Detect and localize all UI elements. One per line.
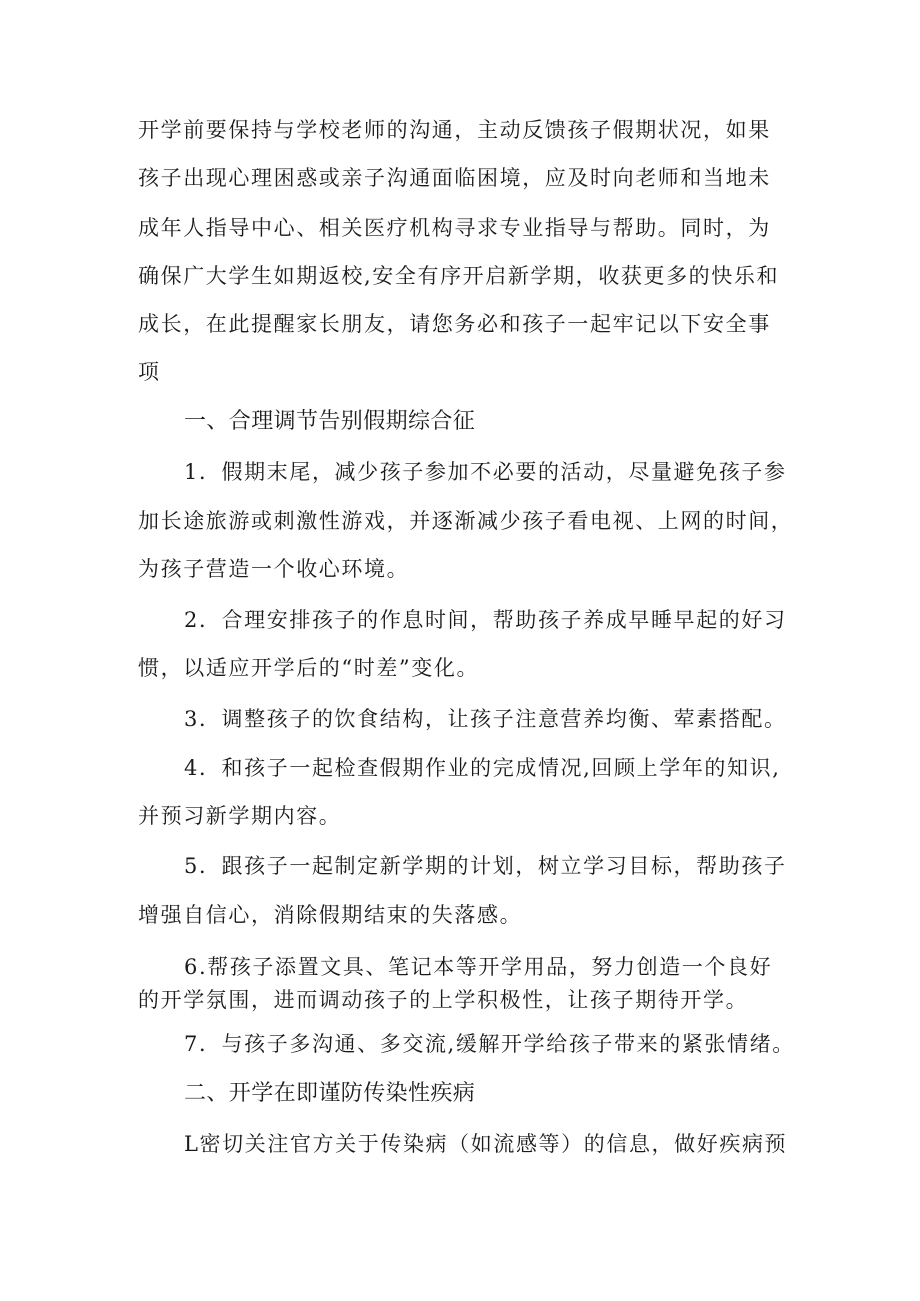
section1-item4-line-2: 并预习新学期内容。 — [138, 804, 342, 828]
section1-item5-line-1: 5．跟孩子一起制定新学期的计划，树立学习目标，帮助孩子 — [184, 854, 787, 878]
intro-line-4: 确保广大学生如期返校,安全有序开启新学期，收获更多的快乐和 — [138, 264, 780, 288]
section1-item1-line-2: 加长途旅游或刺激性游戏，并逐渐减少孩子看电视、上网的时间， — [138, 509, 794, 533]
section1-item7-line-1: 7．与孩子多沟通、多交流,缓解开学给孩子带来的紧张情绪。 — [184, 1032, 795, 1056]
section1-item5-line-2: 增强自信心，消除假期结束的失落感。 — [138, 903, 523, 927]
section1-heading: 一、合理调节告别假期综合征 — [184, 409, 476, 434]
section1-item4-line-1: 4．和孩子一起检查假期作业的完成情况,回顾上学年的知识, — [184, 756, 781, 780]
section1-item2-line-1: 2．合理安排孩子的作息时间，帮助孩子养成早睡早起的好习 — [184, 608, 787, 632]
section1-item3-line-1: 3．调整孩子的饮食结构，让孩子注意营养均衡、荤素搭配。 — [184, 707, 787, 731]
intro-line-3: 成年人指导中心、相关医疗机构寻求专业指导与帮助。同时，为 — [138, 216, 771, 240]
section1-item6-line-2: 的开学氛围，进而调动孩子的上学积极性，让孩子期待开学。 — [138, 988, 749, 1012]
section1-item6-line-1: 6.帮孩子添置文具、笔记本等开学用品，努力创造一个良好 — [184, 955, 773, 979]
section2-heading: 二、开学在即谨防传染性疾病 — [184, 1081, 476, 1106]
section1-item1-line-3: 为孩子营造一个收心环境。 — [138, 557, 410, 581]
intro-line-6: 项 — [138, 360, 161, 384]
intro-line-5: 成长，在此提醒家长朋友，请您务必和孩子一起牢记以下安全事 — [138, 312, 771, 336]
section1-item1-line-1: 1．假期末尾，减少孩子参加不必要的活动，尽量避免孩子参 — [184, 460, 787, 484]
intro-line-2: 孩子出现心理困惑或亲子沟通面临困境，应及时向老师和当地未 — [138, 166, 771, 190]
section1-item2-line-2: 惯，以适应开学后的“时差”变化。 — [138, 656, 480, 680]
intro-line-1: 开学前要保持与学校老师的沟通，主动反馈孩子假期状况，如果 — [138, 118, 771, 142]
section2-item1-line-1: L密切关注官方关于传染病（如流感等）的信息，做好疾病预 — [184, 1132, 788, 1156]
